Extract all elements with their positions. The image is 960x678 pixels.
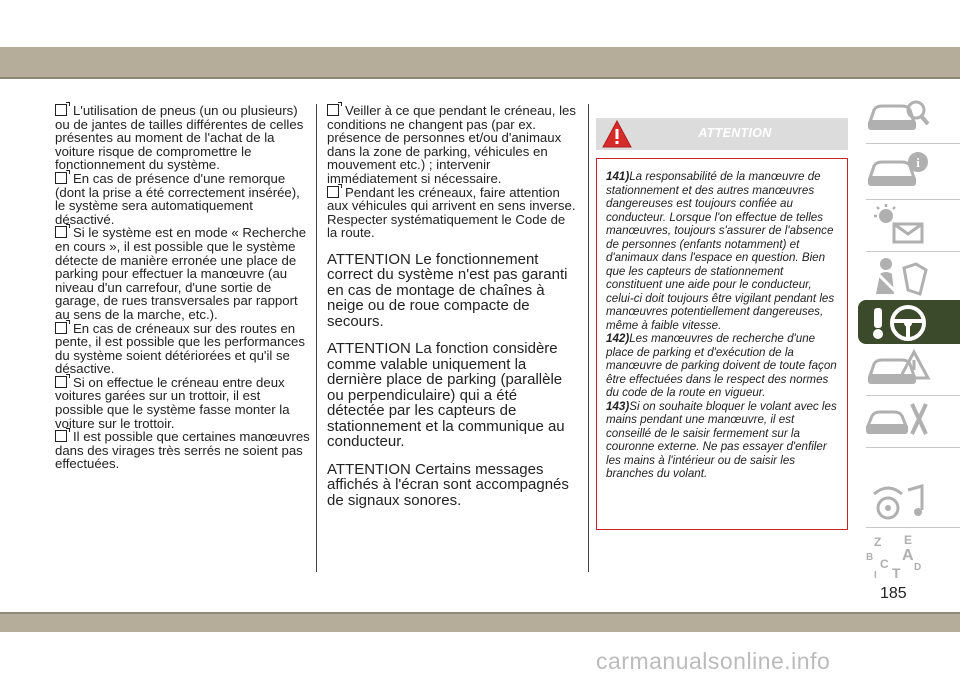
svg-text:E: E — [904, 533, 913, 547]
tab-maintenance[interactable] — [858, 394, 960, 446]
warning-lights-icon — [864, 202, 934, 248]
tab-car-search[interactable] — [858, 90, 960, 142]
bullet-icon — [327, 186, 339, 198]
svg-text:i: i — [916, 155, 920, 170]
footer-band — [0, 614, 960, 632]
bullet-paragraph: Si on effectue le créneau entre deux voitures garées sur un trottoir, il est possible que le système fasse monter la voiture sur le trottoir. — [55, 374, 290, 431]
middle-column — [327, 104, 577, 508]
bullet-icon — [327, 104, 339, 116]
tab-starting-driving[interactable] — [858, 300, 960, 344]
bullet-paragraph: Il est possible que certaines manœuvres dans des virages très serrés ne soient pas effectuées. — [55, 429, 310, 472]
tab-safety[interactable] — [858, 252, 960, 304]
svg-text:A: A — [902, 547, 914, 564]
svg-text:C: C — [880, 557, 889, 571]
header-rule — [0, 77, 960, 79]
index-letters-icon — [864, 532, 934, 580]
car-search-icon — [864, 92, 934, 138]
bullet-paragraph: En cas de présence d'une remorque (dont la prise a été correctement insérée), le système sera automatiquement désactivé. — [55, 170, 300, 227]
bullet-icon — [55, 104, 67, 116]
multimedia-icon — [864, 480, 934, 526]
attention-note: ATTENTION Le fonctionnement correct du système n'est pas garanti en cas de montage de chaînes à neige ou de roue compacte de secours. — [327, 250, 568, 330]
warning-item: 141)La responsabilité de la manœuvre de stationnement et des autres manœuvres dangereuses est toujours confiée au conducteur. Lorsque l'on effectue de telles manœuvres, toujours s'assurer de l'absence de personnes (enfants notamment) et d'animaux dans l'espace en question. Bien que les capteurs de stationnement constituent une aide pour le conducteur, celui-ci doit toujours être vigilant pendant les manœuvres potentiellement dangereuses, même à faible vitesse. — [606, 170, 835, 332]
steering-wheel-key-icon — [864, 302, 934, 344]
svg-text:T: T — [892, 565, 901, 580]
bullet-icon — [55, 226, 67, 238]
warning-title: ATTENTION — [698, 126, 772, 140]
tab-index[interactable] — [858, 530, 960, 578]
warning-item: 143)Si on souhaite bloquer le volant avec les mains pendant une manœuvre, il est conseillé de le saisir fermement sur la couronne externe. Ne pas essayer d'enfiler les mains à l'intérieur ou de saisir les branches du volant. — [606, 399, 837, 480]
svg-text:Z: Z — [874, 535, 882, 549]
page-number: 185 — [880, 585, 907, 602]
tab-divider — [866, 143, 960, 144]
bullet-paragraph: Pendant les créneaux, faire attention aux véhicules qui arrivent en sens inverse. Respecter systématiquement le Code de la route. — [327, 184, 576, 241]
svg-text:D: D — [914, 562, 922, 573]
header-band — [0, 47, 960, 77]
attention-note: ATTENTION La fonction considère comme valable uniquement la dernière place de parking (parallèle ou perpendiculaire) qui a été détectée par les capteurs de stationnement et la communique au conducteur. — [327, 340, 565, 451]
tab-divider — [866, 447, 960, 448]
tab-warning-lights[interactable] — [858, 200, 960, 252]
bullet-icon — [55, 430, 67, 442]
svg-text:I: I — [874, 570, 877, 580]
column-divider — [316, 104, 317, 572]
bullet-paragraph: Si le système est en mode « Recherche en cours », il est possible que le système détecte de manière erronée une place de parking pour effectuer la manœuvre (au niveau d'un carrefour, d'une sortie de garage, de rues transversales par rapport au sens de la marche, etc.). — [55, 225, 307, 322]
tab-divider — [866, 527, 960, 528]
bullet-icon — [55, 322, 67, 334]
warning-text — [606, 170, 842, 481]
watermark: carmanualsonline.info — [596, 648, 831, 674]
bullet-icon — [55, 172, 67, 184]
bullet-paragraph: Veiller à ce que pendant le créneau, les conditions ne changent pas (par ex. présence de personnes et/ou d'animaux dans la zone de parking, véhicules en mouvement etc.) ; intervenir immédiatement si nécessaire. — [327, 103, 576, 186]
svg-text:B: B — [866, 552, 874, 563]
tab-emergency[interactable] — [858, 342, 960, 394]
attention-note: ATTENTION Certains messages affichés à l'écran sont accompagnés de signaux sonores. — [327, 460, 569, 509]
car-emergency-icon — [864, 344, 934, 390]
bullet-icon — [55, 376, 67, 388]
tab-car-info[interactable] — [858, 146, 960, 198]
tools-icon — [864, 396, 934, 442]
bullet-paragraph: En cas de créneaux sur des routes en pente, il est possible que les performances du système soient détériorées et qu'il se désactive. — [55, 320, 305, 377]
tab-multimedia[interactable] — [858, 478, 960, 530]
column-divider — [588, 104, 589, 572]
left-column — [55, 104, 310, 471]
car-info-icon — [864, 148, 934, 194]
safety-icon — [864, 254, 934, 300]
bullet-paragraph: L'utilisation de pneus (un ou plusieurs) ou de jantes de tailles différentes de celles présentes au moment de l'achat de la voiture risque de compromettre le fonctionnement du système. — [55, 103, 304, 173]
warning-item: 142)Les manœuvres de recherche d'une place de parking et d'exécution de la manœuvre de parking doivent de toute façon être effectuées dans le respect des normes du code de la route en vigueur. — [606, 332, 837, 399]
warning-triangle-icon — [602, 120, 632, 153]
